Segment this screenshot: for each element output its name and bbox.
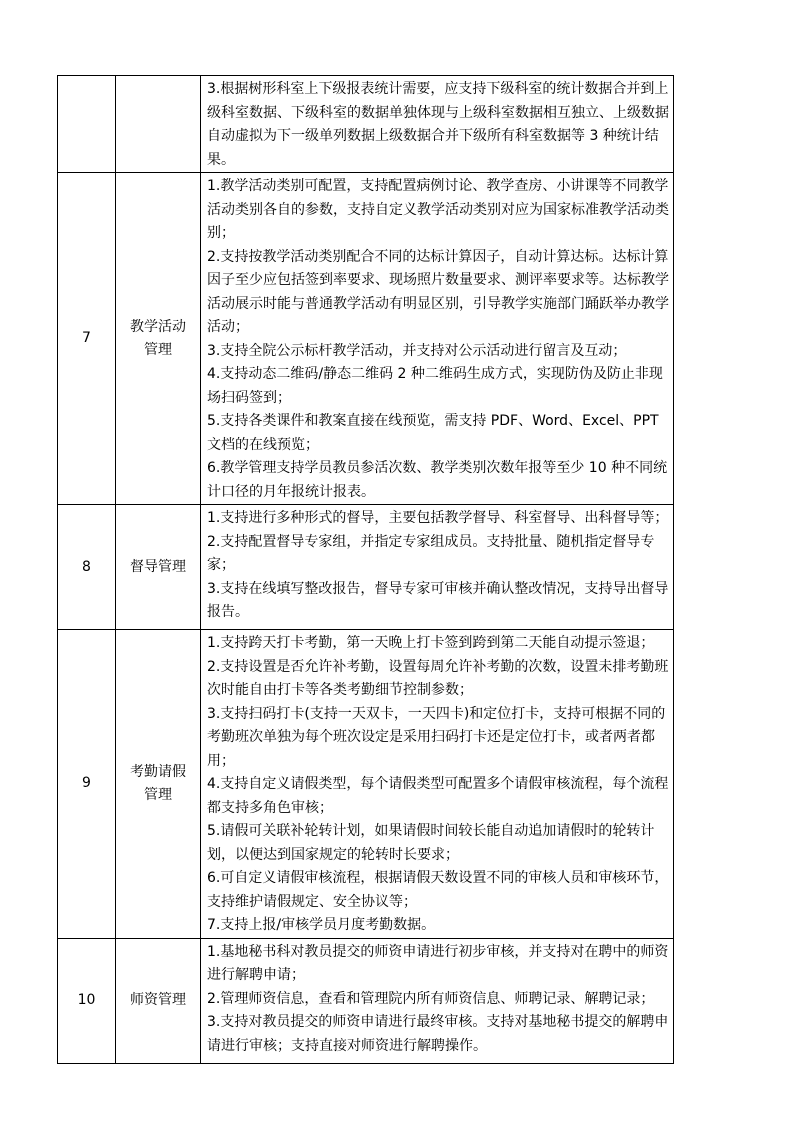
table-row [58,173,674,505]
module-name: 师资管理 [116,938,201,1063]
requirement-item: 1.支持跨天打卡考勤，第一天晚上打卡签到跨到第二天能自动提示签退； [207,635,655,651]
requirements-table [57,75,674,1064]
requirement-item: 1.基地秘书科对教员提交的师资申请进行初步审核，并支持对在聘中的师资进行解聘申请； [207,943,669,983]
requirement-item: 1.教学活动类别可配置，支持配置病例讨论、教学查房、小讲课等不同教学活动类别各自的参数，支持自定义教学活动类别对应为国家标准教学活动类别； [207,178,669,241]
requirement-item: 7.支持上报/审核学员月度考勤数据。 [207,917,436,933]
table-row [58,938,674,1063]
row-number: 8 [58,505,116,630]
table-row [58,505,674,630]
module-name: 教学活动管理 [116,173,201,505]
requirement-item: 1.支持进行多种形式的督导，主要包括教学督导、科室督导、出科督导等； [207,510,669,526]
requirement-item: 3.支持对教员提交的师资申请进行最终审核。支持对基地秘书提交的解聘申请进行审核；支持直接对师资进行解聘操作。 [207,1014,669,1054]
requirement-text [201,505,674,630]
module-name: 考勤请假管理 [116,630,201,939]
requirement-item: 5.请假可关联补轮转计划，如果请假时间较长能自动追加请假时的轮转计划，以便达到国家规定的轮转时长要求； [207,823,655,863]
row-number: 9 [58,630,116,939]
requirement-text [201,938,674,1063]
requirement-item: 5.支持各类课件和教案直接在线预览，需支持 PDF、Word、Excel、PPT 文档的在线预览； [207,413,659,453]
requirement-item: 2.支持按教学活动类别配合不同的达标计算因子，自动计算达标。达标计算因子至少应包括签到率要求、现场照片数量要求、测评率要求等。达标教学活动展示时能与普通教学活动有明显区别，引导教学实施部门踊跃举办教学活动； [207,248,669,335]
requirement-item: 3.支持全院公示标杆教学活动，并支持对公示活动进行留言及互动； [207,342,627,359]
requirement-item: 2.管理师资信息，查看和管理院内所有师资信息、师聘记录、解聘记录； [207,990,655,1007]
table-row [58,76,674,173]
requirement-item: 2.支持设置是否允许补考勤，设置每周允许补考勤的次数，设置未排考勤班次时能自由打卡等各类考勤细节控制参数； [207,658,669,698]
requirement-item: 6.可自定义请假审核流程，根据请假天数设置不同的审核人员和审核环节，支持维护请假规定、安全协议等； [207,870,669,910]
row-number: 10 [58,938,116,1063]
requirement-text [201,630,674,939]
requirement-text [201,173,674,505]
requirement-item: 3.根据树形科室上下级报表统计需要，应支持下级科室的统计数据合并到上级科室数据、下级科室的数据单独体现与上级科室数据相互独立、上级数据自动虚拟为下一级单列数据上级数据合并下级所有科室数据等 3 种统计结果。 [207,81,669,168]
module-name [116,76,201,173]
requirement-item: 4.支持自定义请假类型，每个请假类型可配置多个请假审核流程，每个流程都支持多角色审核； [207,776,669,816]
requirement-item: 3.支持扫码打卡(支持一天双卡，一天四卡)和定位打卡，支持可根据不同的考勤班次单独为每个班次设定是采用扫码打卡还是定位打卡，或者两者都用； [207,705,666,769]
requirement-item: 3.支持在线填写整改报告，督导专家可审核并确认整改情况，支持导出督导报告。 [207,580,669,620]
row-number [58,76,116,173]
table-row [58,630,674,939]
requirement-item: 4.支持动态二维码/静态二维码 2 种二维码生成方式，实现防伪及防止非现场扫码签到； [207,366,663,406]
requirement-text [201,76,674,173]
requirement-item: 6.教学管理支持学员教员参活次数、教学类别次数年报等至少 10 种不同统计口径的月年报统计报表。 [207,460,668,500]
requirement-item: 2.支持配置督导专家组，并指定专家组成员。支持批量、随机指定督导专家； [207,533,655,573]
module-name: 督导管理 [116,505,201,630]
row-number: 7 [58,173,116,505]
